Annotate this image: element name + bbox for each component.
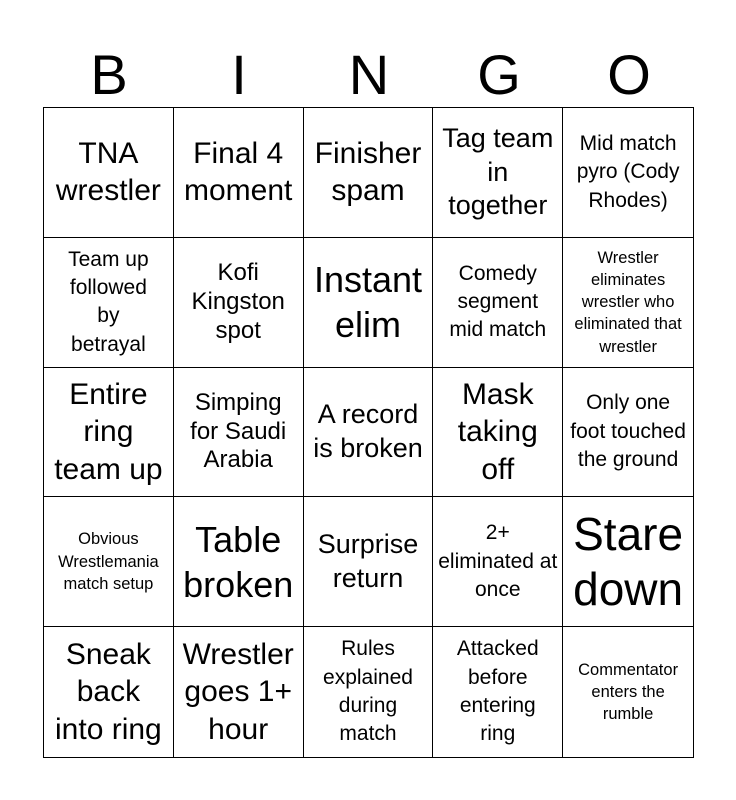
- cell-label: Simping for Saudi Arabia: [190, 388, 287, 474]
- bingo-cell-r3c2[interactable]: [174, 368, 304, 498]
- cell-label: Entire ring team up: [54, 377, 163, 486]
- cell-label: Commentator enters the rumble: [578, 660, 679, 724]
- bingo-cell-r4c5[interactable]: [563, 497, 693, 627]
- bingo-cell-r2c2[interactable]: [174, 238, 304, 368]
- cell-label: Rules explained during match: [323, 637, 413, 746]
- cell-label: Wrestler eliminates wrestler who eliminated that wrestler: [574, 248, 682, 356]
- cell-label: Stare down: [573, 507, 684, 615]
- bingo-cell-r1c5[interactable]: [563, 108, 693, 238]
- cell-label: Attacked before entering ring: [456, 637, 539, 746]
- cell-label: Mid match pyro (Cody Rhodes): [576, 131, 680, 212]
- bingo-cell-r4c2[interactable]: [174, 497, 304, 627]
- bingo-cell-r5c2[interactable]: [174, 627, 304, 757]
- bingo-cell-r2c3[interactable]: [304, 238, 434, 368]
- header-letter-g: G: [477, 43, 521, 106]
- bingo-cell-r4c1[interactable]: [44, 497, 174, 627]
- cell-label: TNA wrestler: [55, 136, 161, 208]
- cell-label: Tag team in together: [442, 122, 554, 221]
- bingo-cell-r3c4[interactable]: [433, 368, 563, 498]
- bingo-cell-r2c1[interactable]: [44, 238, 174, 368]
- cell-label: Surprise return: [317, 529, 419, 593]
- bingo-cell-r1c3[interactable]: [304, 108, 434, 238]
- bingo-header: [44, 42, 694, 108]
- cell-label: Team up followed by betrayal: [68, 247, 149, 356]
- bingo-cell-r5c3[interactable]: [304, 627, 434, 757]
- cell-label: Table broken: [183, 518, 294, 605]
- bingo-cell-r4c3[interactable]: [304, 497, 434, 627]
- bingo-cell-r1c1[interactable]: [44, 108, 174, 238]
- cell-label: 2+ eliminated at once: [438, 521, 558, 601]
- cell-label: Final 4 moment: [184, 136, 293, 208]
- bingo-cell-r5c5[interactable]: [563, 627, 693, 757]
- cell-label: Instant elim: [313, 259, 423, 346]
- bingo-cell-r3c5[interactable]: [563, 368, 693, 498]
- cell-label: Mask taking off: [457, 377, 538, 486]
- bingo-cell-r5c4[interactable]: [433, 627, 563, 757]
- cell-label: Only one foot touched the ground: [570, 391, 686, 472]
- bingo-cell-r3c3[interactable]: [304, 368, 434, 498]
- cell-label: Comedy segment mid match: [449, 261, 547, 342]
- cell-label: Wrestler goes 1+ hour: [182, 637, 294, 746]
- bingo-cell-r1c2[interactable]: [174, 108, 304, 238]
- bingo-cell-r5c1[interactable]: [44, 627, 174, 757]
- cell-label: A record is broken: [313, 399, 423, 463]
- header-letter-o: O: [607, 43, 651, 106]
- bingo-cell-r2c5[interactable]: [563, 238, 693, 368]
- bingo-board: [43, 107, 694, 758]
- bingo-cell-r3c1[interactable]: [44, 368, 174, 498]
- cell-label: Kofi Kingston spot: [191, 259, 285, 344]
- cell-label: Finisher spam: [314, 136, 422, 208]
- cell-label: Obvious Wrestlemania match setup: [58, 530, 159, 593]
- header-letter-n: N: [348, 43, 390, 106]
- bingo-cell-r1c4[interactable]: [433, 108, 563, 238]
- bingo-cell-r2c4[interactable]: [433, 238, 563, 368]
- bingo-cell-r4c4[interactable]: [433, 497, 563, 627]
- cell-label: Sneak back into ring: [55, 637, 162, 746]
- header-letter-b: B: [90, 43, 128, 106]
- header-letter-i: I: [231, 43, 247, 106]
